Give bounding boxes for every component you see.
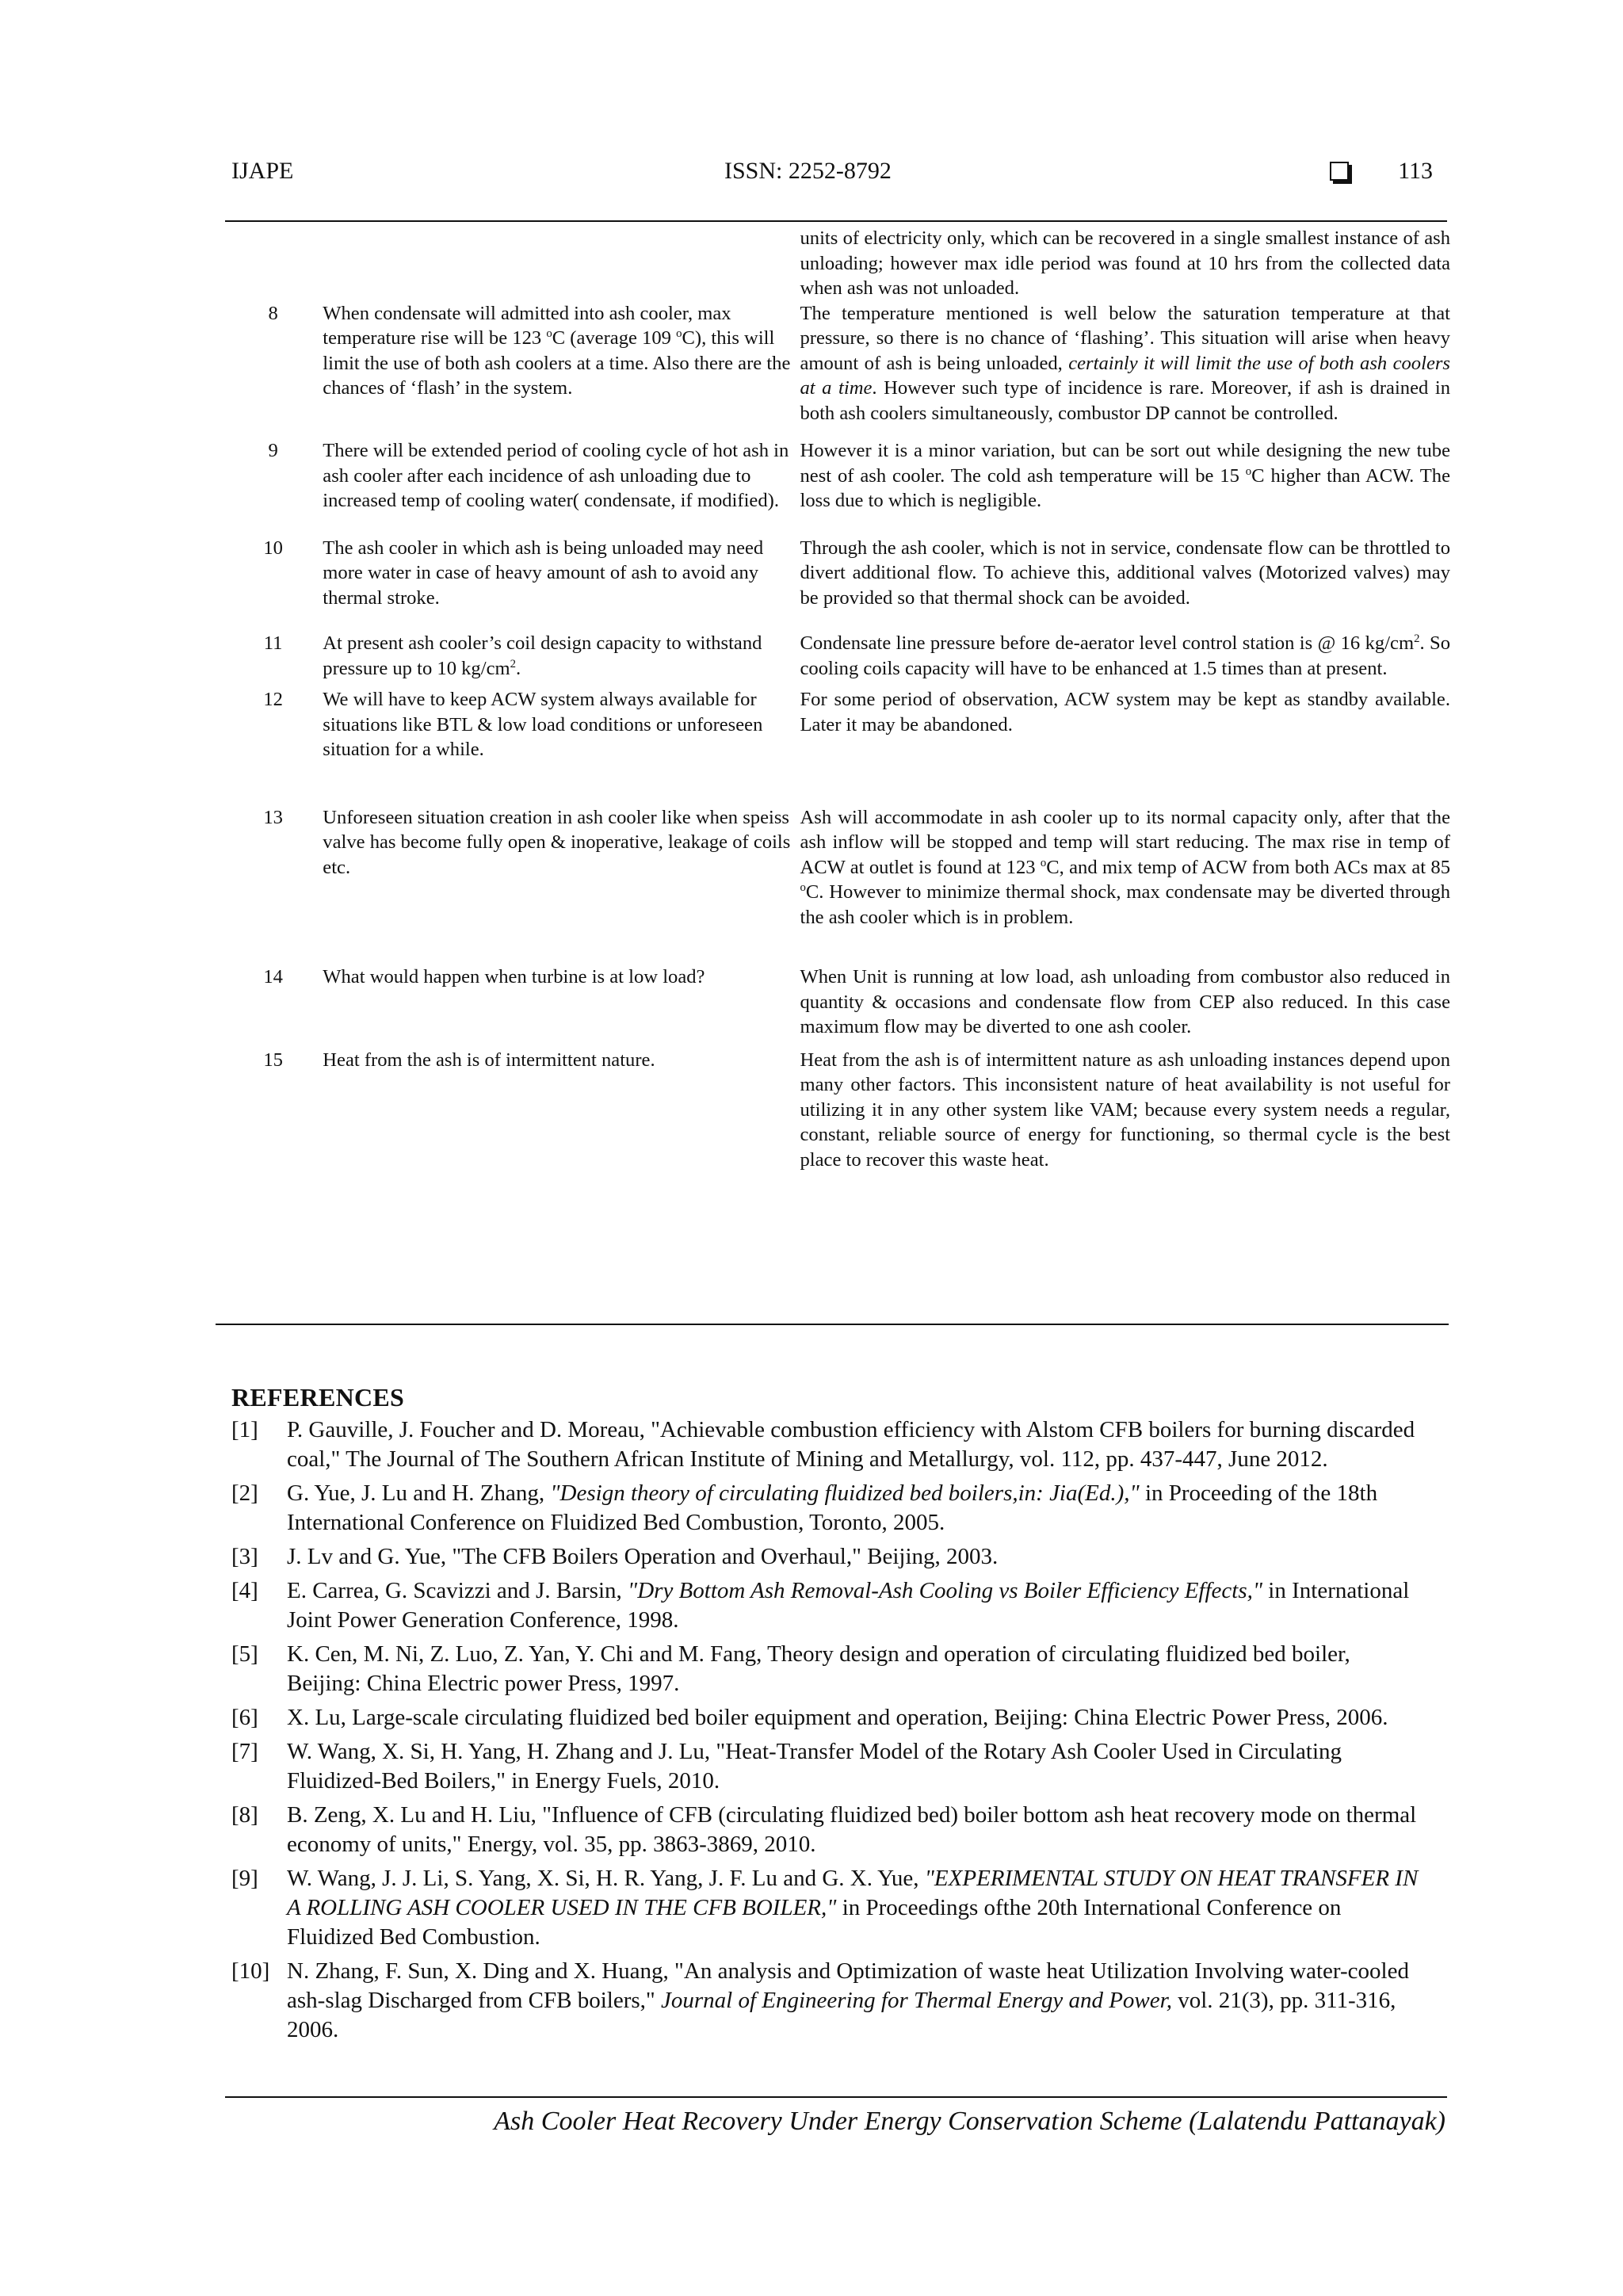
response-table xyxy=(223,226,1450,1172)
reference-item: [7] W. Wang, X. Si, H. Yang, H. Zhang and J. Lu, "Heat-Transfer Model of the Rotary Ash Cooler Used in Circulating Fluidized-Bed Boilers," in Energy Fuels, 2010. xyxy=(231,1739,1342,1794)
continuation-text: units of electricity only, which can be recovered in a single smallest instance of ash unloading; however max idle period was found at 10 hrs from the collected data when ash was not unloaded. xyxy=(800,227,1450,299)
response-cell: Through the ash cooler, which is not in service, condensate flow can be throttled to divert additional flow. To achieve this, additional valves (Motorized valves) may be provided so that thermal shock can be avoided. xyxy=(800,537,1450,609)
row-number: 11 xyxy=(263,632,283,654)
reference-item: [4] E. Carrea, G. Scavizzi and J. Barsin, "Dry Bottom Ash Removal-Ash Cooling vs Boiler Efficiency Effects," in International Joint Power Generation Conference, 1998. xyxy=(231,1578,1410,1633)
square-bullet-icon xyxy=(1330,162,1349,181)
response-cell: When Unit is running at low load, ash unloading from combustor also reduced in quantity & occasions and condensate flow from CEP also reduced. In this case maximum flow may be diverted to one ash cooler. xyxy=(800,966,1450,1037)
row-number: 9 xyxy=(268,440,278,461)
issue-cell: There will be extended period of cooling cycle of hot ash in ash cooler after each incidence of ash unloading due to increased temp of cooling water( condensate, if modified). xyxy=(323,440,789,511)
footer-rule xyxy=(225,2096,1447,2098)
reference-item: [6] X. Lu, Large-scale circulating fluidized bed boiler equipment and operation, Beijing: China Electric Power Press, 2006. xyxy=(231,1705,1388,1730)
row-number: 14 xyxy=(263,966,283,988)
row-number: 15 xyxy=(263,1049,283,1071)
table-row xyxy=(223,438,1450,514)
reference-item: [5] K. Cen, M. Ni, Z. Luo, Z. Yan, Y. Chi and M. Fang, Theory design and operation of circulating fluidized bed boiler, Beijing: China Electric power Press, 1997. xyxy=(231,1641,1350,1696)
issue-cell: Unforeseen situation creation in ash cooler like when speiss valve has become fully open & inoperative, leakage of coils etc. xyxy=(323,806,791,878)
page-number: 113 xyxy=(1398,158,1433,184)
table-row xyxy=(223,536,1450,611)
table-row xyxy=(223,965,1450,1040)
row-number: 8 xyxy=(268,302,278,324)
reference-item: [9] W. Wang, J. J. Li, S. Yang, X. Si, H. R. Yang, J. F. Lu and G. X. Yue, "EXPERIMENTAL STUDY ON HEAT TRANSFER IN A ROLLING ASH COOLER USED IN THE CFB BOILER," in Proceedings ofthe 20th International Conference on Fluidized Bed Combustion. xyxy=(231,1866,1419,1950)
references-section xyxy=(231,1383,1420,2050)
page-header xyxy=(231,155,1444,190)
references-heading: REFERENCES xyxy=(231,1383,405,1412)
response-cell: However it is a minor variation, but can be sort out while designing the new tube nest of ash cooler. The cold ash temperature will be 15 $^o$C higher than ACW. The loss due to which is negligible. xyxy=(800,440,1450,511)
table-row xyxy=(223,805,1450,930)
response-cell: Condensate line pressure before de-aerator level control station is @ 16 $kg/cm^2$. So cooling coils capacity will have to be enhanced at 1.5 times than at present. xyxy=(800,632,1450,679)
issue-cell: When condensate will admitted into ash cooler, max temperature rise will be 123 $^o$C (average 109 $^o$C), this will limit the use of both ash coolers at a time. Also there are the chances of ‘flash’ in the system. xyxy=(323,302,791,399)
journal-name: IJAPE xyxy=(231,158,294,184)
issue-cell: At present ash cooler’s coil design capacity to withstand pressure up to 10 $kg/cm^2$. xyxy=(323,632,762,679)
reference-item: [3] J. Lv and G. Yue, "The CFB Boilers Operation and Overhaul," Beijing, 2003. xyxy=(231,1544,999,1569)
response-cell: Ash will accommodate in ash cooler up to its normal capacity only, after that the ash inflow will be stopped and temp will start reducing. The max rise in temp of ACW at outlet is found at 123 $^o$C, and mix temp of ACW from both ACs max at 85 $^o$C. However to minimize thermal shock, max condensate may be diverted through the ash cooler which is in problem. xyxy=(800,806,1450,928)
header-rule xyxy=(225,220,1447,222)
running-footer: Ash Cooler Heat Recovery Under Energy Conservation Scheme (Lalatendu Pattanayak) xyxy=(494,2107,1445,2136)
issue-cell: We will have to keep ACW system always available for situations like BTL & low load conditions or unforeseen situation for a while. xyxy=(323,689,763,760)
table-row xyxy=(223,226,1450,301)
table-row xyxy=(223,301,1450,426)
reference-item: [10] N. Zhang, F. Sun, X. Ding and X. Huang, "An analysis and Optimization of waste heat Utilization Involving water-cooled ash-slag Discharged from CFB boilers," Journal of Engineering for Thermal Energy and Power, vol. 21(3), pp. 311-316, 2006. xyxy=(231,1958,1409,2042)
issn: ISSN: 2252-8792 xyxy=(724,158,892,184)
row-number: 10 xyxy=(263,537,283,559)
issue-cell: The ash cooler in which ash is being unloaded may need more water in case of heavy amount of ash to avoid any thermal stroke. xyxy=(323,537,764,609)
table-row xyxy=(223,687,1450,762)
reference-item: [2] G. Yue, J. Lu and H. Zhang, "Design theory of circulating fluidized bed boilers,in: Jia(Ed.)," in Proceeding of the 18th International Conference on Fluidized Bed Combustion, Toronto, 2005. xyxy=(231,1480,1378,1535)
issue-cell: What would happen when turbine is at low load? xyxy=(323,966,705,988)
row-number: 12 xyxy=(263,689,283,710)
table-row xyxy=(223,631,1450,681)
table-row xyxy=(223,1048,1450,1173)
response-cell: The temperature mentioned is well below the saturation temperature at that pressure, so there is no chance of ‘flashing’. This situation will arise when heavy amount of ash is being unloaded, certainly it will limit the use of both ash coolers at a time. However such type of incidence is rare. Moreover, if ash is drained in both ash coolers simultaneously, combustor DP cannot be controlled. xyxy=(800,302,1450,424)
table-bottom-rule xyxy=(216,1324,1449,1325)
reference-item: [1] P. Gauville, J. Foucher and D. Moreau, "Achievable combustion efficiency with Alstom CFB boilers for burning discarded coal," The Journal of The Southern African Institute of Mining and Metallurgy, vol. 112, pp. 437-447, June 2012. xyxy=(231,1417,1415,1472)
response-cell: For some period of observation, ACW system may be kept as standby available. Later it may be abandoned. xyxy=(800,689,1450,735)
issue-cell: Heat from the ash is of intermittent nature. xyxy=(323,1049,655,1071)
reference-item: [8] B. Zeng, X. Lu and H. Liu, "Influence of CFB (circulating fluidized bed) boiler bottom ash heat recovery mode on thermal economy of units," Energy, vol. 35, pp. 3863-3869, 2010. xyxy=(231,1802,1417,1857)
row-number: 13 xyxy=(263,806,283,828)
response-cell: Heat from the ash is of intermittent nature as ash unloading instances depend upon many other factors. This inconsistent nature of heat availability is not useful for utilizing it in any other system like VAM; because every system needs a regular, constant, reliable source of energy for functioning, so thermal cycle is the best place to recover this waste heat. xyxy=(800,1049,1450,1171)
